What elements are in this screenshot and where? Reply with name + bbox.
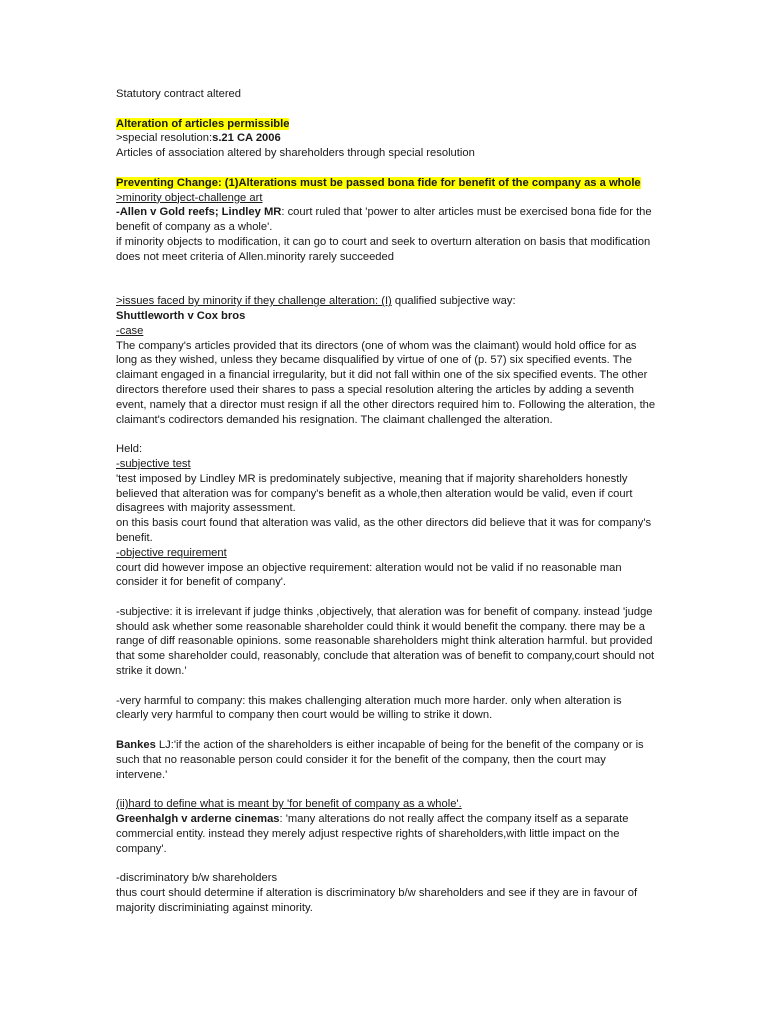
minority-court-paragraph: if minority objects to modification, it can go to court and seek to overturn alteration on basis that modification does not meet criteria of Allen.minority rarely succeeded	[116, 235, 654, 263]
greenhalgh-case-name: Greenhalgh v arderne cinemas	[116, 813, 280, 826]
bankes-paragraph	[116, 738, 656, 782]
spacer	[116, 723, 656, 738]
issues-underlined: >issues faced by minority if they challenge alteration: (I)	[116, 295, 392, 308]
shuttleworth-case-name: Shuttleworth v Cox bros	[116, 309, 246, 322]
section-heading-alteration	[116, 117, 656, 132]
greenhalgh-text: : 'many alterations do not really affect the company itself as a separate commercial entity. instead they merely adjust respective rights of shareholders,with little impact on the company'.	[116, 813, 632, 855]
resolution-ref: s.21 CA 2006	[212, 132, 281, 145]
spacer	[116, 679, 656, 694]
articles-note: Articles of association altered by shareholders through special resolution	[116, 147, 475, 160]
spacer	[116, 265, 656, 280]
allen-case-name: -Allen v Gold reefs; Lindley MR	[116, 206, 282, 219]
spacer	[116, 782, 656, 797]
basis-paragraph: on this basis court found that alteration was valid, as the other directors did believe that it was for company's benefit.	[116, 517, 655, 544]
spacer	[116, 161, 656, 176]
spacer	[116, 427, 656, 442]
spacer	[116, 856, 656, 871]
very-harmful-paragraph: -very harmful to company: this makes challenging alteration much more harder. only when alteration is clearly very harmful to company then court would be willing to strike it down.	[116, 694, 625, 722]
document-title: Statutory contract altered	[116, 88, 241, 100]
spacer	[116, 590, 656, 605]
issues-rest: qualified subjective way:	[391, 295, 516, 308]
subjective-test-label: -subjective test	[116, 457, 191, 470]
bankes-name: Bankes	[116, 739, 156, 752]
issues-line	[116, 294, 656, 309]
spacer	[116, 102, 656, 117]
objective-requirement-paragraph: court did however impose an objective requirement: alteration would not be valid if no reasonable man consider it for benefit of company'.	[116, 561, 625, 589]
special-resolution-line	[116, 131, 656, 146]
case-label: -case	[116, 324, 144, 337]
allen-paragraph	[116, 205, 656, 235]
case-paragraph: The company's articles provided that its directors (one of whom was the claimant) would hold office for as long as they wished, unless they became disqualified by virtue of one of (p. 57) six specified events. The claimant engaged in a financial irregularity, but it did not fall within one of the six specified events. The other directors therefore used their shares to pass a special resolution altering the articles by adding a seventh event, namely that a director must resign if all the other directors required him to. Following the alteration, the claimant's codirectors demanded his resignation. The claimant challenged the alteration.	[116, 339, 659, 426]
objective-requirement-label: -objective requirement	[116, 546, 227, 559]
discriminatory-paragraph: thus court should determine if alteration is discriminatory b/w shareholders and see if they are in favour of majority discriminiating against minority.	[116, 887, 641, 914]
held-label: Held:	[116, 443, 143, 456]
minority-note: >minority object-challenge art	[116, 191, 263, 204]
subjective-irrelevant-paragraph: -subjective: it is irrelevant if judge thinks ,objectively, that aleration was for benefit of company. instead 'judge should ask whether some reasonable shareholder could think it would benefit the company. there may be a range of diff reasonable opinions. some reasonable shareholders might think alteration harmful. but provided that some shareholder could, reasonably, conclude that alteration was of benefit to company,court should not strike it down.'	[116, 605, 658, 678]
highlighted-heading: Alteration of articles permissible	[116, 117, 290, 130]
section-heading-preventing	[116, 176, 656, 191]
allen-text: : court ruled that 'power to alter articles must be exercised bona fide for the benefit of company as a whole'.	[116, 206, 655, 234]
greenhalgh-paragraph	[116, 812, 656, 856]
define-benefit-line: (ii)hard to define what is meant by 'for benefit of company as a whole'.	[116, 798, 462, 811]
subjective-test-paragraph: 'test imposed by Lindley MR is predominately subjective, meaning that if majority shareholders honestly believed that alteration was for company's benefit as a whole,then alteration would be valid, even if court disagrees with majority assessment.	[116, 472, 636, 515]
discriminatory-label: -discriminatory b/w shareholders	[116, 872, 278, 885]
spacer	[116, 279, 656, 294]
highlighted-heading: Preventing Change: (1)Alterations must be passed bona fide for benefit of the company as a whole	[116, 176, 641, 189]
bankes-text: LJ:'if the action of the shareholders is either incapable of being for the benefit of the company or is such that no reasonable person could consider it for the benefit of the company, then the court may intervene.'	[116, 739, 647, 781]
resolution-prefix: >special resolution:	[116, 132, 213, 145]
document-page	[116, 87, 659, 916]
